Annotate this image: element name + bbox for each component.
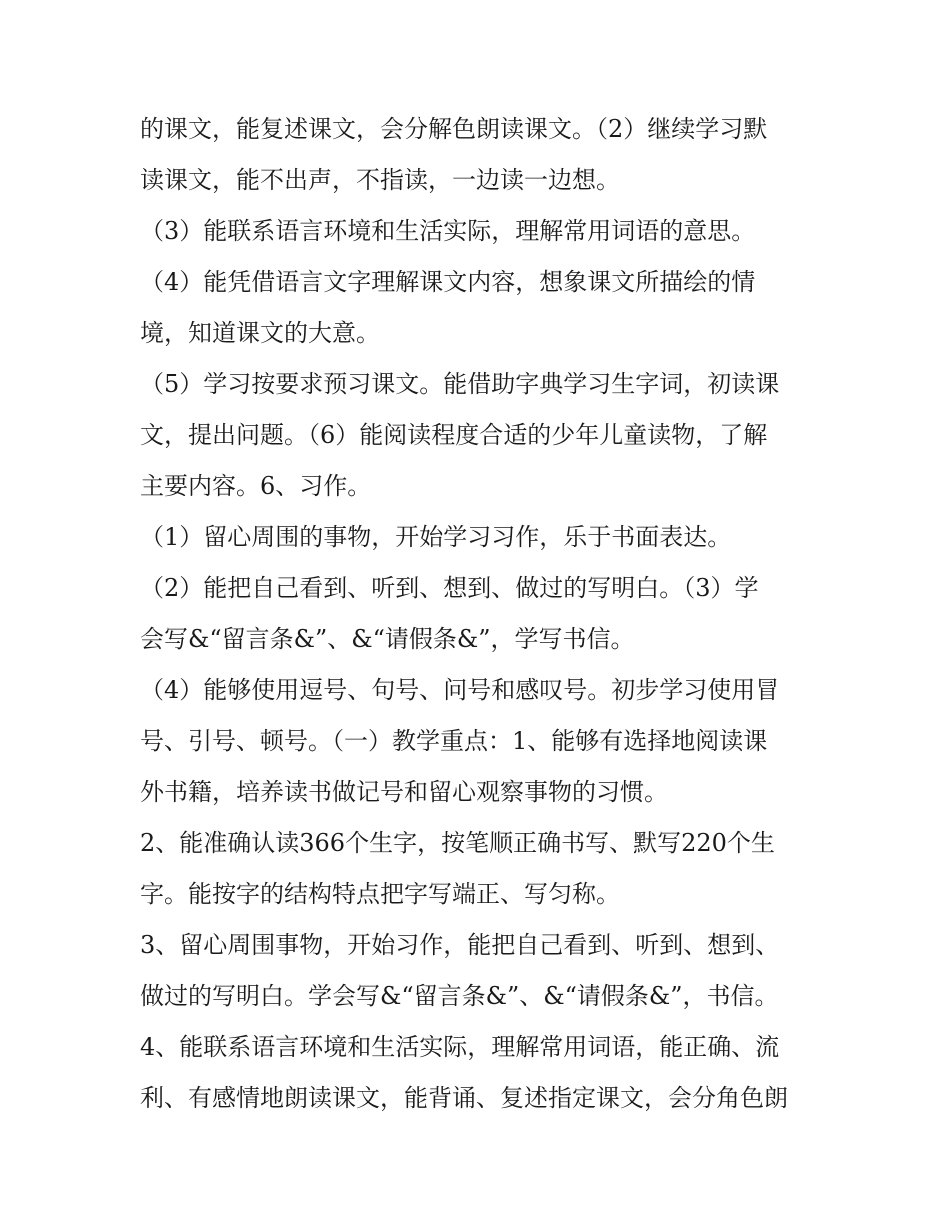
text-line: 字。能按字的结构特点把字写端正、写匀称。 (140, 880, 620, 908)
text-line: 读课文，能不出声，不指读，一边读一边想。 (140, 166, 620, 194)
text-line: （5）学习按要求预习课文。能借助字典学习生字词，初读课 (140, 370, 780, 398)
text-line: 外书籍，培养读书做记号和留心观察事物的习惯。 (140, 778, 668, 806)
text-line: 文，提出问题。（6）能阅读程度合适的少年儿童读物，了解 (140, 421, 768, 449)
text-line: （3）能联系语言环境和生活实际，理解常用词语的意思。 (140, 217, 756, 245)
text-line: （1）留心周围的事物，开始学习习作，乐于书面表达。 (140, 523, 732, 551)
text-line: 会写&“留言条&”、&“请假条&”，学写书信。 (140, 625, 635, 653)
text-line: 境，知道课文的大意。 (140, 319, 380, 347)
text-line: （4）能凭借语言文字理解课文内容，想象课文所描绘的情 (140, 268, 756, 296)
text-line: 2、能准确认读366个生字，按笔顺正确书写、默写220个生 (140, 829, 775, 857)
document-body (140, 104, 820, 1124)
text-line: （2）能把自己看到、听到、想到、做过的写明白。（3）学 (140, 574, 759, 602)
text-line: 3、留心周围事物，开始习作，能把自己看到、听到、想到、 (140, 931, 780, 959)
text-line: （4）能够使用逗号、句号、问号和感叹号。初步学习使用冒 (140, 676, 780, 704)
text-line: 号、引号、顿号。（一）教学重点：1、能够有选择地阅读课 (140, 727, 768, 755)
text-line: 4、能联系语言环境和生活实际，理解常用词语，能正确、流 (140, 1033, 780, 1061)
text-line: 的课文，能复述课文，会分解色朗读课文。（2）继续学习默 (140, 115, 768, 143)
text-line: 利、有感情地朗读课文，能背诵、复述指定课文，会分角色朗 (140, 1084, 788, 1112)
text-line: 做过的写明白。学会写&“留言条&”、&“请假条&”，书信。 (140, 982, 779, 1010)
text-line: 主要内容。6、习作。 (140, 472, 372, 500)
